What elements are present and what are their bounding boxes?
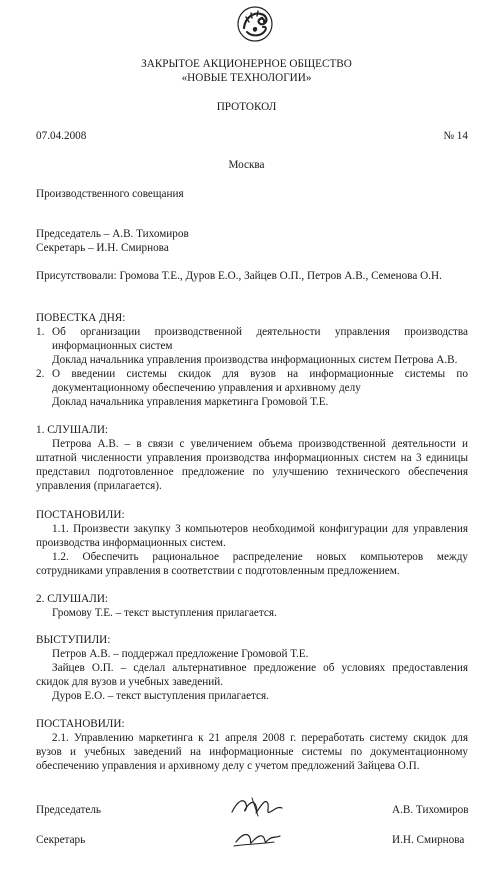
document-number: № 14: [443, 130, 468, 142]
section-heading: ПОСТАНОВИЛИ:: [36, 509, 125, 521]
agenda-item-number: 2.: [36, 368, 45, 380]
section-2-heard: [36, 592, 468, 620]
agenda-heading: ПОВЕСТКА ДНЯ:: [36, 312, 126, 324]
decision-item: 1.2. Обеспечить рациональное распределение новых компьютеров между сотрудниками управления в соответствии с подготовленным предложением.: [36, 551, 468, 577]
section-2-decided: [36, 717, 468, 773]
organization-name: [0, 57, 493, 85]
speaker-item: Дуров Е.О. – текст выступления прилагается.: [52, 690, 269, 702]
section-text: Громову Т.Е. – текст выступления прилагается.: [52, 607, 277, 619]
decision-item: 2.1. Управлению маркетинга к 21 апреля 2008 г. переработать систему скидок для вузов и учебных заведений на информационные системы по документационному обеспечению управления и архивному делу с учетом предложений Зайцева О.П.: [36, 732, 468, 772]
agenda-item: [36, 325, 468, 367]
chair-line: Председатель – А.В. Тихомиров: [36, 228, 189, 240]
agenda-item-number: 1.: [36, 326, 45, 338]
organization-line-1: ЗАКРЫТОЕ АКЦИОНЕРНОЕ ОБЩЕСТВО: [141, 58, 352, 70]
section-1-decided: [36, 508, 468, 578]
agenda-item: [36, 367, 468, 409]
agenda-item-report: Доклад начальника управления производства информационных систем Петрова А.В.: [52, 354, 458, 366]
document-date: 07.04.2008: [36, 130, 87, 142]
section-1-heard: [36, 423, 468, 493]
secretary-signature-name: И.Н. Смирнова: [392, 834, 465, 846]
document-subject: Производственного совещания: [36, 188, 184, 200]
attendees-line: [36, 269, 468, 283]
handwritten-signature-icon: [230, 826, 286, 850]
speaker-item: Петров А.В. – поддержал предложение Громовой Т.Е.: [52, 648, 309, 660]
section-heading: 2. СЛУШАЛИ:: [36, 593, 109, 605]
section-text: Петрова А.В. – в связи с увеличением объема производственной деятельности и штатной численности управления производства информационных систем на 3 единицы представил подготовленное предложение по улучшению технического обеспечения управления (прилагается).: [36, 438, 468, 492]
agenda-item-report: Доклад начальника управления маркетинга Громовой Т.Е.: [52, 396, 329, 408]
document-title: ПРОТОКОЛ: [216, 101, 277, 113]
agenda-item-text: О введении системы скидок для вузов на информационные системы по документационному обеспечению управления и архивному делу: [52, 368, 468, 394]
agenda-item-text: Об организации производственной деятельности управления производства информационных систем: [52, 326, 468, 352]
secretary-signature-title: Секретарь: [36, 834, 86, 846]
chair-signature-name: А.В. Тихомиров: [392, 804, 469, 816]
organization-line-2: «НОВЫЕ ТЕХНОЛОГИИ»: [181, 72, 312, 84]
document-city: Москва: [228, 159, 265, 171]
dragon-emblem-icon: [235, 4, 275, 44]
agenda-section: [36, 311, 468, 409]
section-heading: 1. СЛУШАЛИ:: [36, 424, 109, 436]
attendees-names: Громова Т.Е., Дуров Е.О., Зайцев О.П., Петров А.В., Семенова О.Н.: [119, 270, 442, 282]
section-heading: ВЫСТУПИЛИ:: [36, 634, 111, 646]
secretary-line: Секретарь – И.Н. Смирнова: [36, 242, 169, 254]
decision-item: 1.1. Произвести закупку 3 компьютеров необходимой конфигурации для управления производства информационных систем.: [36, 523, 468, 549]
handwritten-signature-icon: [228, 794, 292, 820]
section-heading: ПОСТАНОВИЛИ:: [36, 718, 125, 730]
attendees-label: Присутствовали:: [36, 270, 117, 282]
speaker-item: Зайцев О.П. – сделал альтернативное предложение об условиях предоставления скидок для вузов и учебных заведений.: [36, 662, 468, 688]
officials-block: [36, 227, 468, 255]
chair-signature-title: Председатель: [36, 804, 102, 816]
section-2-spoke: [36, 633, 468, 703]
